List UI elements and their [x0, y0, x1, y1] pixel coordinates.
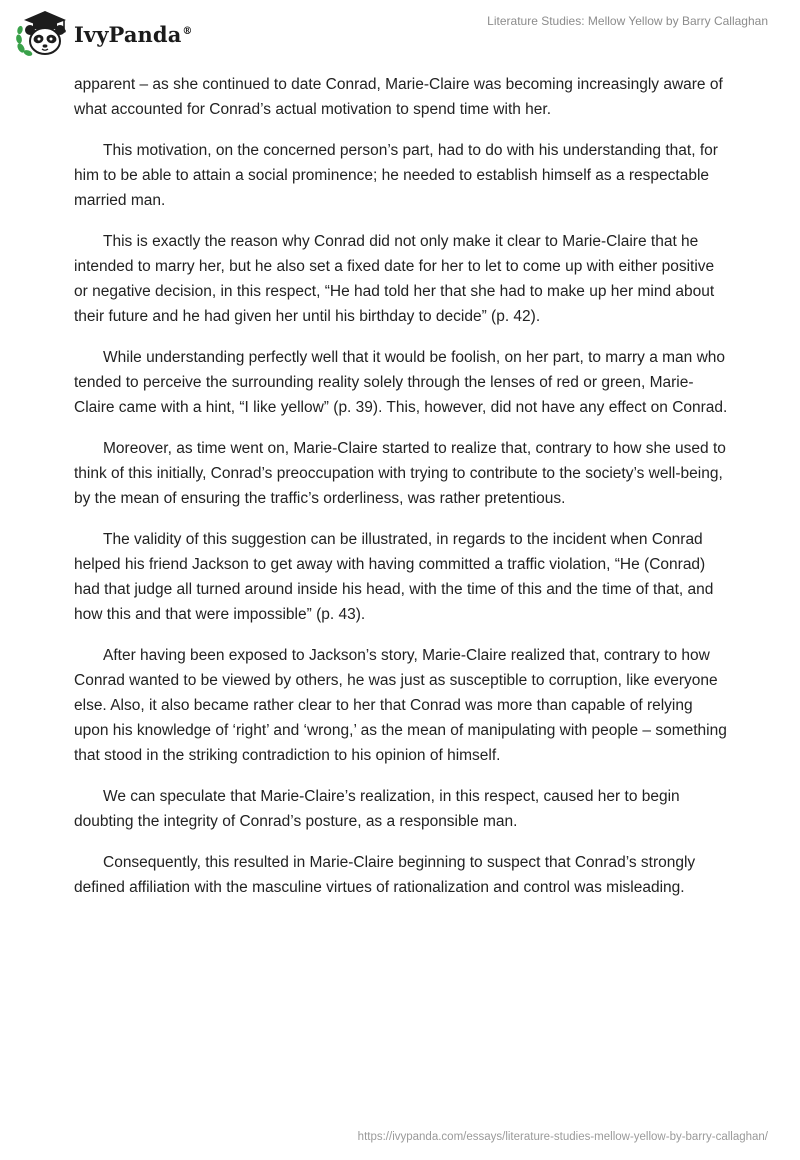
paragraph: While understanding perfectly well that it would be foolish, on her part, to marry a man who tended to perceive the surrounding reality solely through the lenses of red or green, Marie-Claire came with a hint, “I like yellow” (p. 39). This, however, did not have any effect on Conrad.: [74, 349, 728, 416]
paragraph: apparent – as she continued to date Conrad, Marie-Claire was becoming increasingly aware of what accounted for Conrad’s actual motivation to spend time with her.: [74, 76, 723, 118]
paragraph: Consequently, this resulted in Marie-Claire beginning to suspect that Conrad’s strongly defined affiliation with the masculine virtues of rationalization and control was misleading.: [74, 854, 696, 896]
page-header: [0, 0, 800, 70]
paragraph: The validity of this suggestion can be illustrated, in regards to the incident when Conrad helped his friend Jackson to get away with having committed a traffic violation, “He (Conrad) had that judge all turned around inside his head, with the time of this and the time of that, and how this and that were impossible” (p. 43).: [74, 531, 714, 623]
source-url-link[interactable]: https://ivypanda.com/essays/literature-studies-mellow-yellow-by-barry-callaghan/: [357, 1131, 768, 1143]
brand-logo[interactable]: [14, 8, 193, 58]
paragraph: This is exactly the reason why Conrad did not only make it clear to Marie-Claire that he intended to marry her, but he also set a fixed date for her to let to come up with either positive or negative decision, in this respect, “He had told her that she had to make up her mind about their future and he had given her until his birthday to decide” (p. 42).: [74, 233, 715, 325]
brand-name: [74, 22, 193, 47]
registered-mark: ®: [182, 25, 193, 37]
paragraph: This motivation, on the concerned person’s part, had to do with his understanding that, for him to be able to attain a social prominence; he needed to establish himself as a respectable married man.: [74, 142, 718, 209]
panda-graduate-icon: [14, 8, 70, 58]
brand-name-text: IvyPanda: [74, 21, 182, 47]
essay-body: [74, 72, 730, 916]
paragraph: After having been exposed to Jackson’s story, Marie-Claire realized that, contrary to how Conrad wanted to be viewed by others, he was just as susceptible to corruption, like everyone else. Also, it also became rather clear to her that Conrad was more than capable of relying upon his knowledge of ‘right’ and ‘wrong,’ as the mean of manipulating with people – something that stood in the striking contradiction to his opinion of himself.: [74, 647, 727, 764]
paragraph: Moreover, as time went on, Marie-Claire started to realize that, contrary to how she used to think of this initially, Conrad’s preoccupation with trying to contribute to the society’s well-being, by the mean of ensuring the traffic’s orderliness, was rather pretentious.: [74, 440, 726, 507]
document-title: Literature Studies: Mellow Yellow by Barry Callaghan: [487, 14, 768, 28]
paragraph: We can speculate that Marie-Claire’s realization, in this respect, caused her to begin doubting the integrity of Conrad’s posture, as a responsible man.: [74, 788, 680, 830]
